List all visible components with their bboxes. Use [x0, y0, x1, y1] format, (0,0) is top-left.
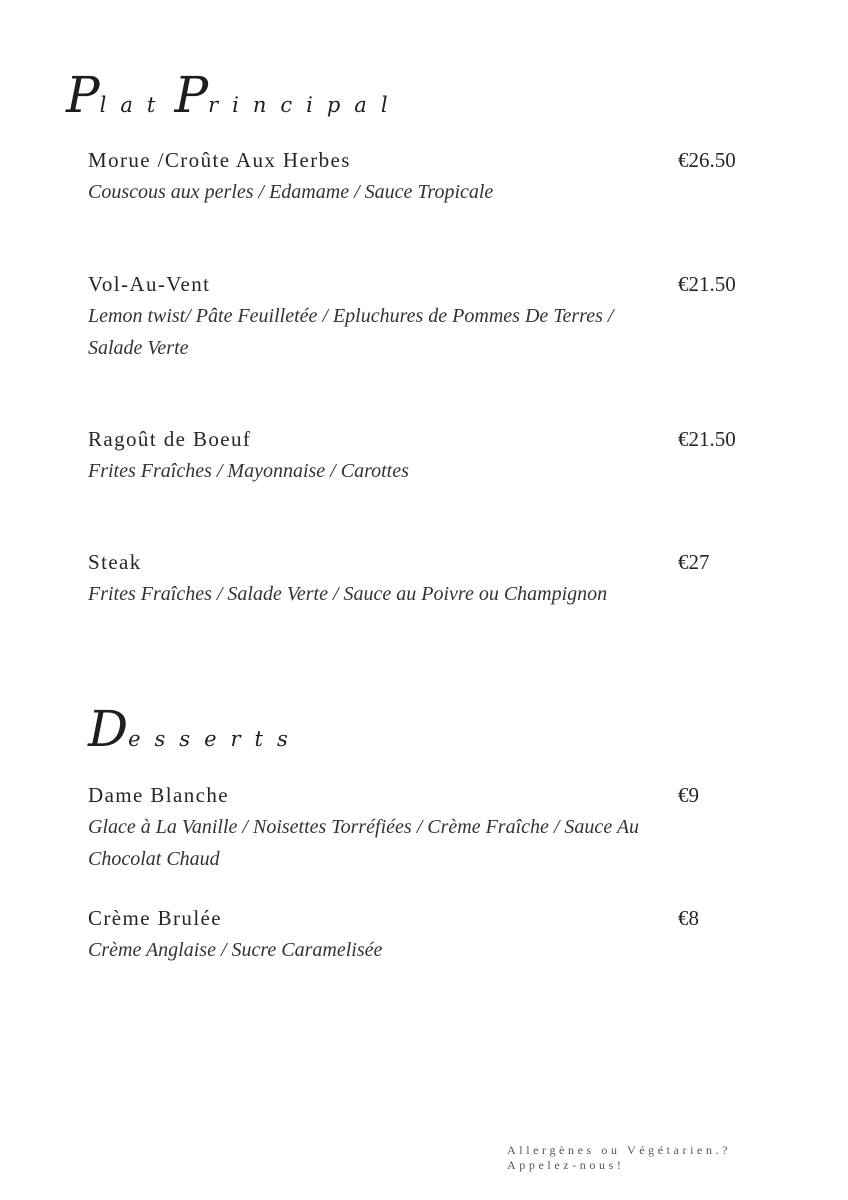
menu-item [88, 548, 748, 610]
menu-item [88, 904, 748, 966]
footer-line-1: Allergènes ou Végétarien.? [507, 1143, 732, 1157]
item-price: €21.50 [678, 427, 736, 451]
title-initial-2: P [174, 66, 209, 124]
footer-line-2: Appelez-nous! [507, 1158, 625, 1172]
item-description: Crème Anglaise / Sucre Caramelisée [88, 939, 383, 961]
section-title-desserts [88, 700, 302, 758]
item-description: Frites Fraîches / Mayonnaise / Carottes [88, 460, 409, 482]
item-price: €26.50 [678, 148, 736, 172]
item-description: Lemon twist/ Pâte Feuilletée / Epluchures de Pommes De Terres / Salade Verte [88, 305, 614, 359]
menu-item [88, 270, 748, 364]
title-rest: lat [99, 93, 170, 117]
item-name: Vol-Au-Vent [88, 272, 211, 296]
item-price: €27 [678, 550, 710, 574]
title-initial: P [66, 66, 100, 124]
menu-item [88, 146, 748, 208]
item-price: €21.50 [678, 272, 736, 296]
item-price: €8 [678, 906, 699, 930]
title-initial: D [88, 700, 129, 758]
item-description: Frites Fraîches / Salade Verte / Sauce au Poivre ou Champignon [88, 583, 608, 605]
item-name: Dame Blanche [88, 783, 229, 807]
item-price: €9 [678, 783, 699, 807]
item-description: Glace à La Vanille / Noisettes Torréfiées / Crème Fraîche / Sauce Au Chocolat Chaud [88, 816, 640, 870]
title-rest: esserts [128, 727, 302, 751]
item-name: Crème Brulée [88, 906, 223, 930]
item-description: Couscous aux perles / Edamame / Sauce Tropicale [88, 181, 494, 203]
menu-item [88, 781, 748, 875]
title-rest-2: rincipal [208, 93, 402, 117]
item-name: Steak [88, 550, 142, 574]
section-title-plat-principal [66, 66, 402, 124]
item-name: Ragoût de Boeuf [88, 427, 252, 451]
footer-note [507, 1143, 731, 1173]
menu-item [88, 425, 748, 487]
item-name: Morue /Croûte Aux Herbes [88, 148, 351, 172]
